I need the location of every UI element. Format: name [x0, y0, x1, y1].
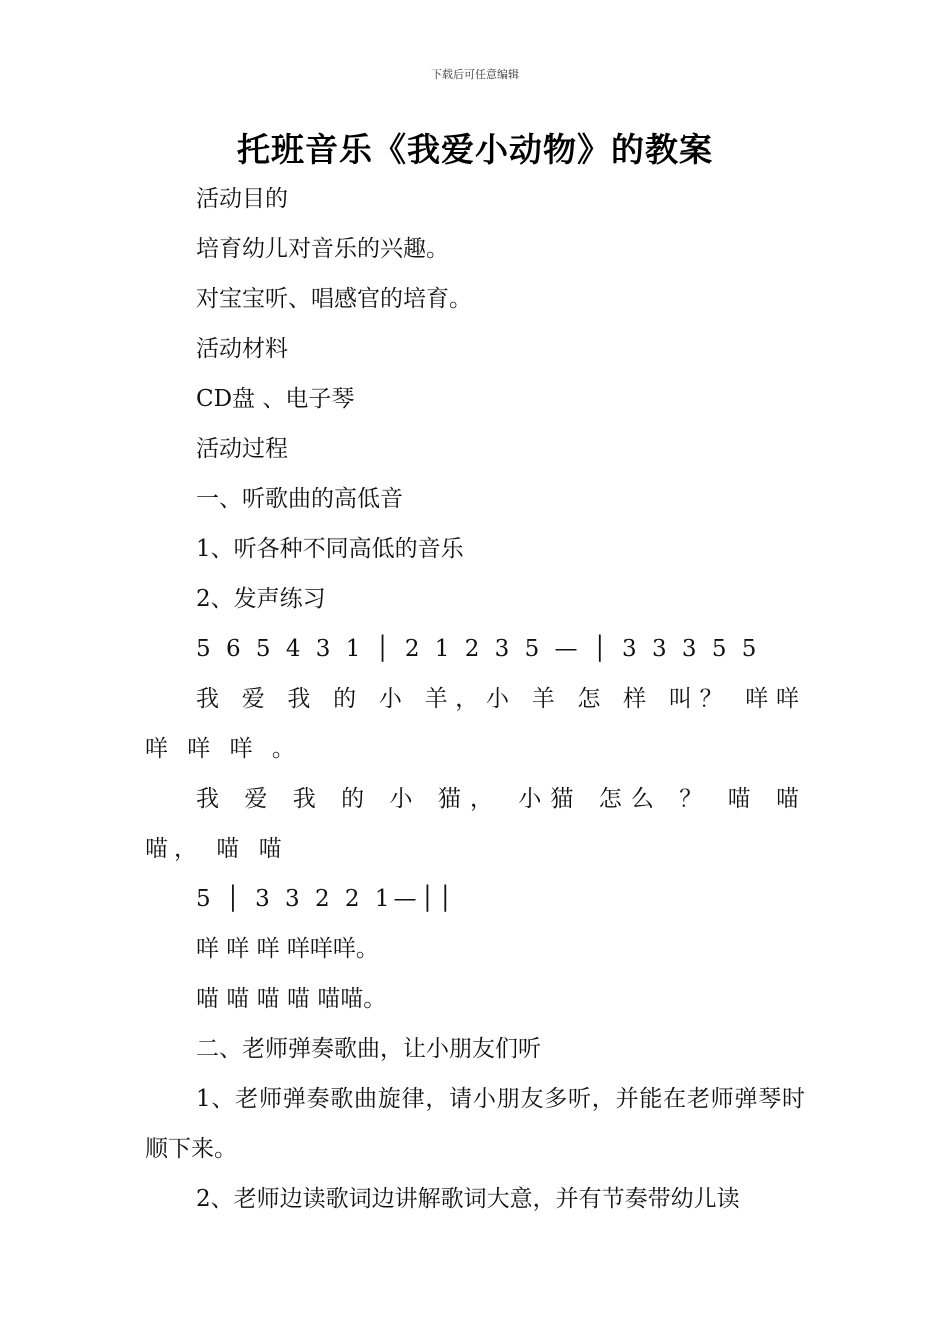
goal-item: 培育幼儿对音乐的兴趣。 [196, 236, 449, 262]
process-step: 2、老师边读歌词边讲解歌词大意，并有节奏带幼儿读 [196, 1186, 740, 1212]
music-notation: 5 │ 3 3 2 2 1—││ [196, 886, 457, 912]
section-heading-goals: 活动目的 [196, 186, 288, 212]
process-step: 一、听歌曲的高低音 [196, 486, 403, 512]
section-heading-materials: 活动材料 [196, 336, 288, 362]
process-step: 二、老师弹奏歌曲，让小朋友们听 [196, 1036, 541, 1062]
lyrics-line: 喵 喵 喵 喵 喵喵。 [196, 986, 387, 1012]
section-heading-process: 活动过程 [196, 436, 288, 462]
lyrics-line: 我 爱 我 的 小 猫， 小猫 怎么 ？ 喵 喵 喵， 喵 喵 [145, 786, 805, 862]
header-note: 下载后可任意编辑 [431, 68, 519, 81]
music-notation: 5 6 5 4 3 1 │ 2 1 2 3 5 — │ 3 3 3 5 5 [196, 636, 761, 662]
process-step: 1、老师弹奏歌曲旋律，请小朋友多听，并能在老师弹琴时顺下来。 [145, 1086, 805, 1162]
document-title: 托班音乐《我爱小动物》的教案 [237, 130, 713, 169]
lyrics-line: 咩 咩 咩 咩咩咩。 [196, 936, 379, 962]
document-body [145, 174, 805, 1224]
process-step: 2、发声练习 [196, 586, 326, 612]
process-step: 1、听各种不同高低的音乐 [196, 536, 464, 562]
materials-item: CD盘 、电子琴 [196, 386, 355, 412]
lyrics-line: 我 爱 我 的 小 羊，小 羊 怎 样 叫？ 咩咩 咩 咩 咩 。 [145, 686, 805, 762]
goal-item: 对宝宝听、唱感官的培育。 [196, 286, 472, 312]
